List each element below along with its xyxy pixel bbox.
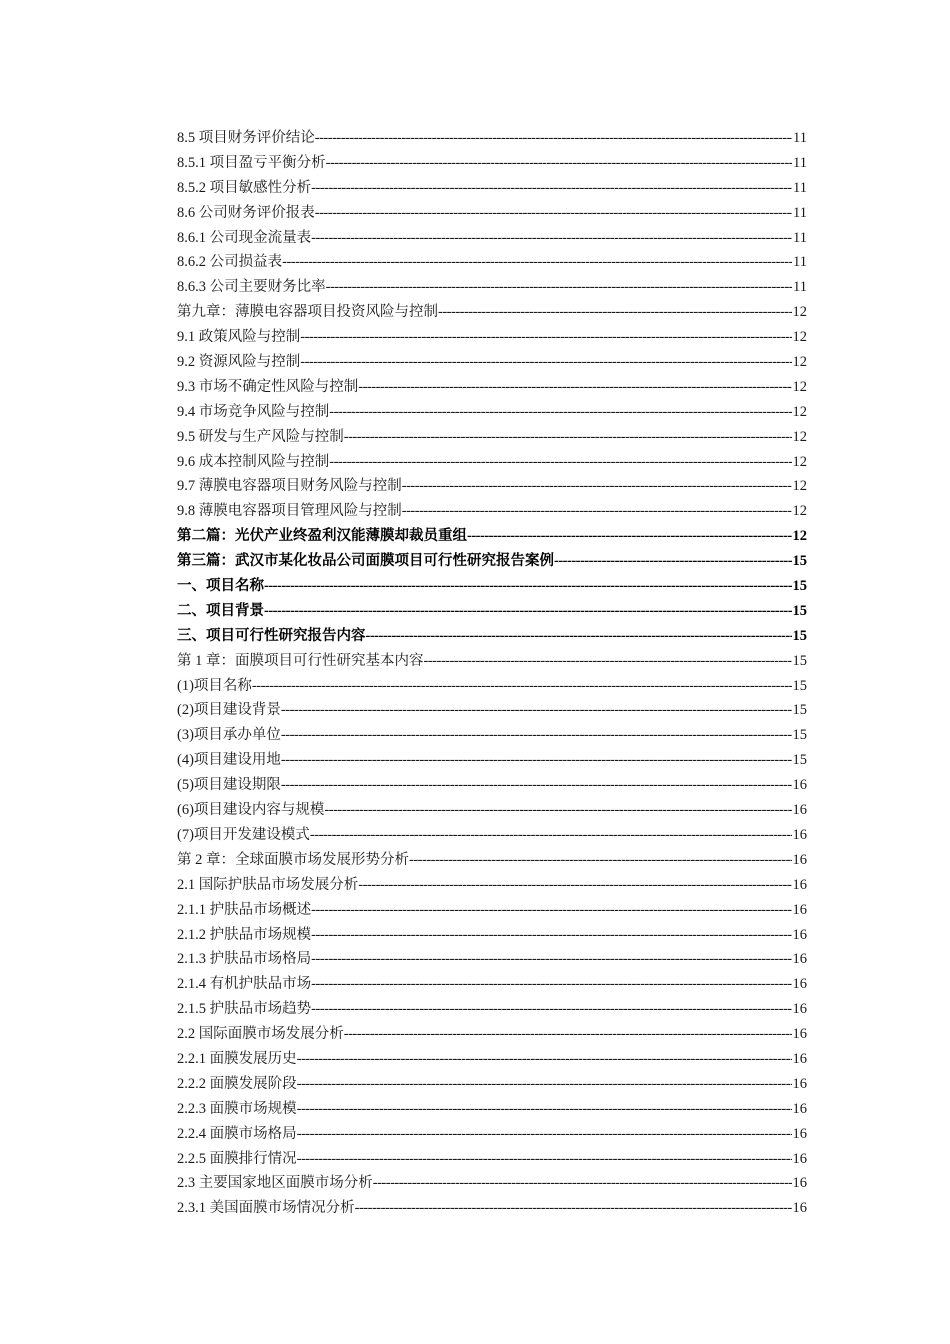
toc-entry-title: 一、项目名称 (177, 578, 264, 595)
toc-dot-leader (311, 947, 791, 972)
toc-entry[interactable] (177, 250, 807, 275)
toc-entry[interactable] (177, 126, 807, 151)
toc-dot-leader (467, 524, 792, 549)
toc-entry-title: 二、项目背景 (177, 602, 264, 619)
toc-entry-title: 9.1 政策风险与控制 (177, 329, 301, 346)
toc-entry[interactable] (177, 1047, 807, 1072)
toc-entry-page-number: 12 (792, 354, 807, 371)
toc-entry-page-number: 16 (792, 951, 807, 968)
toc-entry-title: 第九章：薄膜电容器项目投资风险与控制 (177, 304, 438, 321)
toc-dot-leader (438, 300, 792, 325)
toc-entry[interactable] (177, 798, 807, 823)
toc-entry[interactable] (177, 201, 807, 226)
toc-entry-title: 2.1.4 有机护肤品市场 (177, 976, 312, 993)
toc-entry-title: 2.1.2 护肤品市场规模 (177, 926, 312, 943)
toc-entry-title: 9.3 市场不确定性风险与控制 (177, 378, 359, 395)
toc-entry-page-number: 16 (792, 926, 807, 943)
toc-entry-page-number: 15 (792, 702, 807, 719)
toc-dot-leader (329, 450, 791, 475)
toc-dot-leader (311, 226, 792, 251)
toc-entry-title: 8.6 公司财务评价报表 (177, 204, 315, 221)
toc-entry[interactable] (177, 549, 807, 574)
toc-dot-leader (315, 201, 792, 226)
toc-entry[interactable] (177, 450, 807, 475)
toc-dot-leader (281, 773, 792, 798)
toc-entry-page-number: 12 (792, 528, 807, 545)
toc-entry[interactable] (177, 997, 807, 1022)
toc-dot-leader (358, 375, 791, 400)
toc-entry[interactable] (177, 226, 807, 251)
toc-entry-page-number: 15 (792, 578, 807, 595)
toc-entry-title: 2.1.3 护肤品市场格局 (177, 951, 312, 968)
toc-entry[interactable] (177, 1196, 807, 1221)
toc-entry-title: 2.3.1 美国面膜市场情况分析 (177, 1200, 355, 1217)
toc-entry-page-number: 12 (792, 329, 807, 346)
toc-entry[interactable] (177, 524, 807, 549)
toc-entry-page-number: 12 (792, 453, 807, 470)
toc-entry-page-number: 16 (792, 1175, 807, 1192)
toc-entry[interactable] (177, 350, 807, 375)
toc-entry[interactable] (177, 1122, 807, 1147)
toc-entry-title: 第三篇：武汉市某化妆品公司面膜项目可行性研究报告案例 (177, 553, 554, 570)
toc-entry-page-number: 16 (792, 1001, 807, 1018)
toc-entry-page-number: 15 (792, 752, 807, 769)
toc-dot-leader (297, 1047, 792, 1072)
toc-entry-page-number: 12 (792, 428, 807, 445)
toc-entry-title: (1)项目名称 (177, 677, 252, 694)
toc-entry-page-number: 12 (792, 478, 807, 495)
toc-dot-leader (311, 972, 791, 997)
toc-entry-title: 9.6 成本控制风险与控制 (177, 453, 330, 470)
toc-entry[interactable] (177, 723, 807, 748)
toc-dot-leader (281, 748, 792, 773)
toc-entry[interactable] (177, 873, 807, 898)
toc-dot-leader (311, 997, 791, 1022)
toc-entry-page-number: 12 (792, 503, 807, 520)
toc-entry[interactable] (177, 400, 807, 425)
toc-entry-title: 9.5 研发与生产风险与控制 (177, 428, 344, 445)
toc-entry-title: 三、项目可行性研究报告内容 (177, 627, 366, 644)
toc-dot-leader (311, 923, 791, 948)
toc-entry-title: 9.4 市场竞争风险与控制 (177, 403, 330, 420)
toc-entry-title: (7)项目开发建设模式 (177, 826, 310, 843)
toc-entry[interactable] (177, 375, 807, 400)
toc-entry-page-number: 16 (792, 1150, 807, 1167)
toc-entry-page-number: 12 (792, 304, 807, 321)
toc-dot-leader (324, 798, 791, 823)
toc-entry-title: 第 2 章：全球面膜市场发展形势分析 (177, 851, 409, 868)
toc-dot-leader (358, 873, 791, 898)
toc-entry[interactable] (177, 1097, 807, 1122)
toc-dot-leader (355, 1196, 792, 1221)
toc-entry-page-number: 16 (792, 876, 807, 893)
toc-entry[interactable] (177, 823, 807, 848)
toc-entry-page-number: 11 (793, 204, 807, 221)
toc-entry-title: 9.7 薄膜电容器项目财务风险与控制 (177, 478, 402, 495)
toc-entry[interactable] (177, 275, 807, 300)
toc-entry-page-number: 16 (792, 901, 807, 918)
toc-dot-leader (326, 151, 792, 176)
toc-entry-title: (4)项目建设用地 (177, 752, 281, 769)
toc-entry[interactable] (177, 574, 807, 599)
toc-dot-leader (264, 574, 792, 599)
toc-entry-title: 2.2.3 面膜市场规模 (177, 1100, 297, 1117)
toc-entry[interactable] (177, 1022, 807, 1047)
toc-entry-title: 2.3 主要国家地区面膜市场分析 (177, 1175, 373, 1192)
toc-entry-title: 8.5.1 项目盈亏平衡分析 (177, 154, 326, 171)
toc-entry-page-number: 12 (792, 378, 807, 395)
toc-entry-page-number: 11 (793, 229, 807, 246)
toc-entry-title: 2.2 国际面膜市场发展分析 (177, 1026, 344, 1043)
toc-entry-page-number: 11 (793, 254, 807, 271)
toc-dot-leader (281, 723, 792, 748)
toc-entry[interactable] (177, 300, 807, 325)
toc-dot-leader (409, 848, 792, 873)
toc-dot-leader (297, 1147, 792, 1172)
toc-dot-leader (344, 425, 792, 450)
toc-entry-page-number: 16 (792, 777, 807, 794)
toc-dot-leader (252, 674, 792, 699)
toc-entry[interactable] (177, 425, 807, 450)
toc-entry-title: 2.1 国际护肤品市场发展分析 (177, 876, 359, 893)
toc-entry-page-number: 16 (792, 1200, 807, 1217)
toc-entry[interactable] (177, 898, 807, 923)
toc-entry-title: 2.2.2 面膜发展阶段 (177, 1075, 297, 1092)
toc-entry[interactable] (177, 773, 807, 798)
toc-dot-leader (366, 624, 792, 649)
toc-entry-title: (3)项目承办单位 (177, 727, 281, 744)
toc-entry[interactable] (177, 649, 807, 674)
toc-dot-leader (402, 474, 792, 499)
toc-dot-leader (424, 649, 792, 674)
toc-entry-title: 8.6.2 公司损益表 (177, 254, 283, 271)
toc-entry-title: 8.6.3 公司主要财务比率 (177, 279, 326, 296)
toc-entry-page-number: 15 (792, 553, 807, 570)
toc-entry-page-number: 16 (792, 802, 807, 819)
toc-dot-leader (297, 1072, 792, 1097)
toc-entry[interactable] (177, 698, 807, 723)
toc-entry-page-number: 16 (792, 1075, 807, 1092)
toc-entry[interactable] (177, 1171, 807, 1196)
toc-dot-leader (300, 350, 791, 375)
toc-entry[interactable] (177, 674, 807, 699)
toc-entry-page-number: 15 (792, 652, 807, 669)
toc-dot-leader (310, 823, 792, 848)
toc-dot-leader (282, 250, 792, 275)
toc-dot-leader (329, 400, 791, 425)
toc-entry-page-number: 12 (792, 403, 807, 420)
toc-entry-page-number: 16 (792, 851, 807, 868)
toc-entry-title: 8.5 项目财务评价结论 (177, 130, 315, 146)
toc-dot-leader (344, 1022, 792, 1047)
toc-entry[interactable] (177, 325, 807, 350)
toc-dot-leader (281, 698, 792, 723)
toc-dot-leader (297, 1122, 792, 1147)
toc-entry[interactable] (177, 923, 807, 948)
toc-entry-title: 第 1 章：面膜项目可行性研究基本内容 (177, 652, 424, 669)
toc-entry-page-number: 16 (792, 1050, 807, 1067)
toc-entry-title: 2.2.5 面膜排行情况 (177, 1150, 297, 1167)
toc-dot-leader (554, 549, 792, 574)
toc-entry-page-number: 11 (793, 154, 807, 171)
toc-entry[interactable] (177, 599, 807, 624)
toc-entry-title: 8.6.1 公司现金流量表 (177, 229, 312, 246)
toc-dot-leader (300, 325, 791, 350)
toc-dot-leader (373, 1171, 792, 1196)
toc-dot-leader (311, 176, 792, 201)
toc-entry-page-number: 15 (792, 602, 807, 619)
table-of-contents (177, 126, 807, 1221)
toc-entry[interactable] (177, 848, 807, 873)
toc-entry-title: 9.8 薄膜电容器项目管理风险与控制 (177, 503, 402, 520)
toc-entry-page-number: 11 (793, 179, 807, 196)
toc-entry-page-number: 16 (792, 1125, 807, 1142)
toc-entry-page-number: 15 (792, 627, 807, 644)
toc-entry-title: (6)项目建设内容与规模 (177, 802, 325, 819)
toc-entry-title: 9.2 资源风险与控制 (177, 354, 301, 371)
toc-entry[interactable] (177, 474, 807, 499)
toc-entry-title: 8.5.2 项目敏感性分析 (177, 179, 312, 196)
toc-entry-page-number: 16 (792, 1100, 807, 1117)
toc-entry[interactable] (177, 624, 807, 649)
toc-entry-title: 2.1.1 护肤品市场概述 (177, 901, 312, 918)
toc-entry-page-number: 16 (792, 1026, 807, 1043)
toc-dot-leader (297, 1097, 792, 1122)
toc-dot-leader (315, 126, 792, 151)
toc-entry[interactable] (177, 1072, 807, 1097)
toc-entry-page-number: 15 (792, 727, 807, 744)
toc-entry-title: 2.2.4 面膜市场格局 (177, 1125, 297, 1142)
toc-entry[interactable] (177, 499, 807, 524)
toc-entry[interactable] (177, 151, 807, 176)
toc-entry-page-number: 16 (792, 976, 807, 993)
toc-entry-page-number: 11 (793, 130, 807, 146)
toc-dot-leader (264, 599, 792, 624)
toc-entry-page-number: 16 (792, 826, 807, 843)
toc-entry[interactable] (177, 947, 807, 972)
toc-entry-title: 2.2.1 面膜发展历史 (177, 1050, 297, 1067)
toc-dot-leader (402, 499, 792, 524)
toc-entry-title: (2)项目建设背景 (177, 702, 281, 719)
toc-entry-title: 2.1.5 护肤品市场趋势 (177, 1001, 312, 1018)
toc-entry-page-number: 11 (793, 279, 807, 296)
toc-entry-page-number: 15 (792, 677, 807, 694)
toc-dot-leader (326, 275, 792, 300)
toc-entry-title: (5)项目建设期限 (177, 777, 281, 794)
toc-entry-title: 第二篇：光伏产业终盈利汉能薄膜却裁员重组 (177, 528, 467, 545)
toc-entry[interactable] (177, 176, 807, 201)
toc-dot-leader (311, 898, 791, 923)
toc-entry[interactable] (177, 748, 807, 773)
toc-entry[interactable] (177, 972, 807, 997)
toc-entry[interactable] (177, 1147, 807, 1172)
